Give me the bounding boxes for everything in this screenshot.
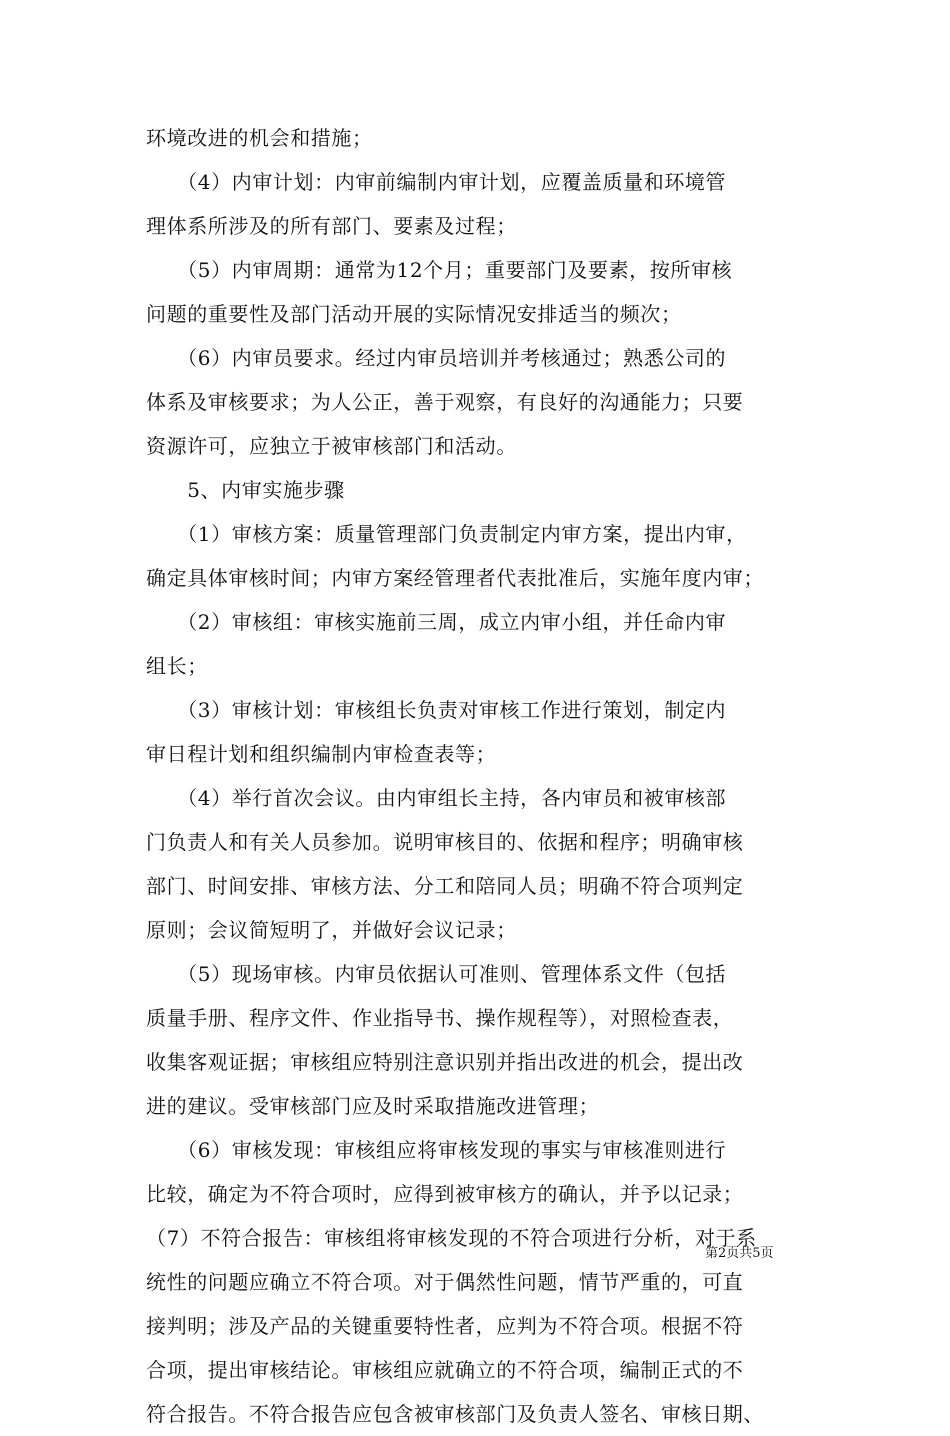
text-line: （6）审核发现：审核组应将审核发现的事实与审核准则进行: [146, 1138, 727, 1162]
text-line: （7）不符合报告：审核组将审核发现的不符合项进行分析，对于系: [146, 1226, 757, 1250]
text-line: （6）内审员要求。经过内审员培训并考核通过；熟悉公司的: [146, 346, 727, 370]
text-line: 体系及审核要求；为人公正，善于观察，有良好的沟通能力；只要: [146, 390, 744, 414]
text-line: （3）审核计划：审核组长负责对审核工作进行策划，制定内: [146, 698, 727, 722]
body-text: [146, 116, 812, 1436]
text-line: 进的建议。受审核部门应及时采取措施改进管理；: [146, 1094, 600, 1118]
text-line: 确定具体审核时间；内审方案经管理者代表批准后，实施年度内审；: [146, 566, 764, 590]
text-line: （5）内审周期：通常为12个月；重要部门及要素，按所审核: [146, 258, 733, 282]
text-line: 问题的重要性及部门活动开展的实际情况安排适当的频次；: [146, 302, 682, 326]
text-line: 符合报告。不符合报告应包含被审核部门及负责人签名、审核日期、: [146, 1402, 764, 1426]
page-number: 第2页共5页: [705, 1246, 774, 1261]
text-line: （5）现场审核。内审员依据认可准则、管理体系文件（包括: [146, 962, 727, 986]
text-line: （4）举行首次会议。由内审组长主持，各内审员和被审核部: [146, 786, 727, 810]
text-line: 门负责人和有关人员参加。说明审核目的、依据和程序；明确审核: [146, 830, 744, 854]
text-line: 资源许可，应独立于被审核部门和活动。: [146, 434, 517, 458]
text-line: （4）内审计划：内审前编制内审计划，应覆盖质量和环境管: [146, 170, 727, 194]
text-line: （1）审核方案：质量管理部门负责制定内审方案，提出内审，: [146, 522, 747, 546]
text-line: 比较，确定为不符合项时，应得到被审核方的确认，并予以记录；: [146, 1182, 744, 1206]
text-line: 理体系所涉及的所有部门、要素及过程；: [146, 214, 517, 238]
text-line: 组长；: [146, 654, 208, 678]
text-line: 统性的问题应确立不符合项。对于偶然性问题，情节严重的，可直: [146, 1270, 744, 1294]
text-line: 部门、时间安排、审核方法、分工和陪同人员；明确不符合项判定: [146, 874, 744, 898]
text-line: 审日程计划和组织编制内审检查表等；: [146, 742, 497, 766]
text-line: 环境改进的机会和措施；: [146, 126, 373, 150]
text-line: 收集客观证据；审核组应特别注意识别并指出改进的机会，提出改: [146, 1050, 744, 1074]
text-line: （2）审核组：审核实施前三周，成立内审小组，并任命内审: [146, 610, 727, 634]
text-line: 接判明；涉及产品的关键重要特性者，应判为不符合项。根据不符: [146, 1314, 744, 1338]
text-line: 合项，提出审核结论。审核组应就确立的不符合项，编制正式的不: [146, 1358, 744, 1382]
text-line: 质量手册、程序文件、作业指导书、操作规程等），对照检查表，: [146, 1006, 734, 1030]
text-line: 原则；会议简短明了，并做好会议记录；: [146, 918, 517, 942]
section-heading: 5、内审实施步骤: [146, 478, 345, 502]
